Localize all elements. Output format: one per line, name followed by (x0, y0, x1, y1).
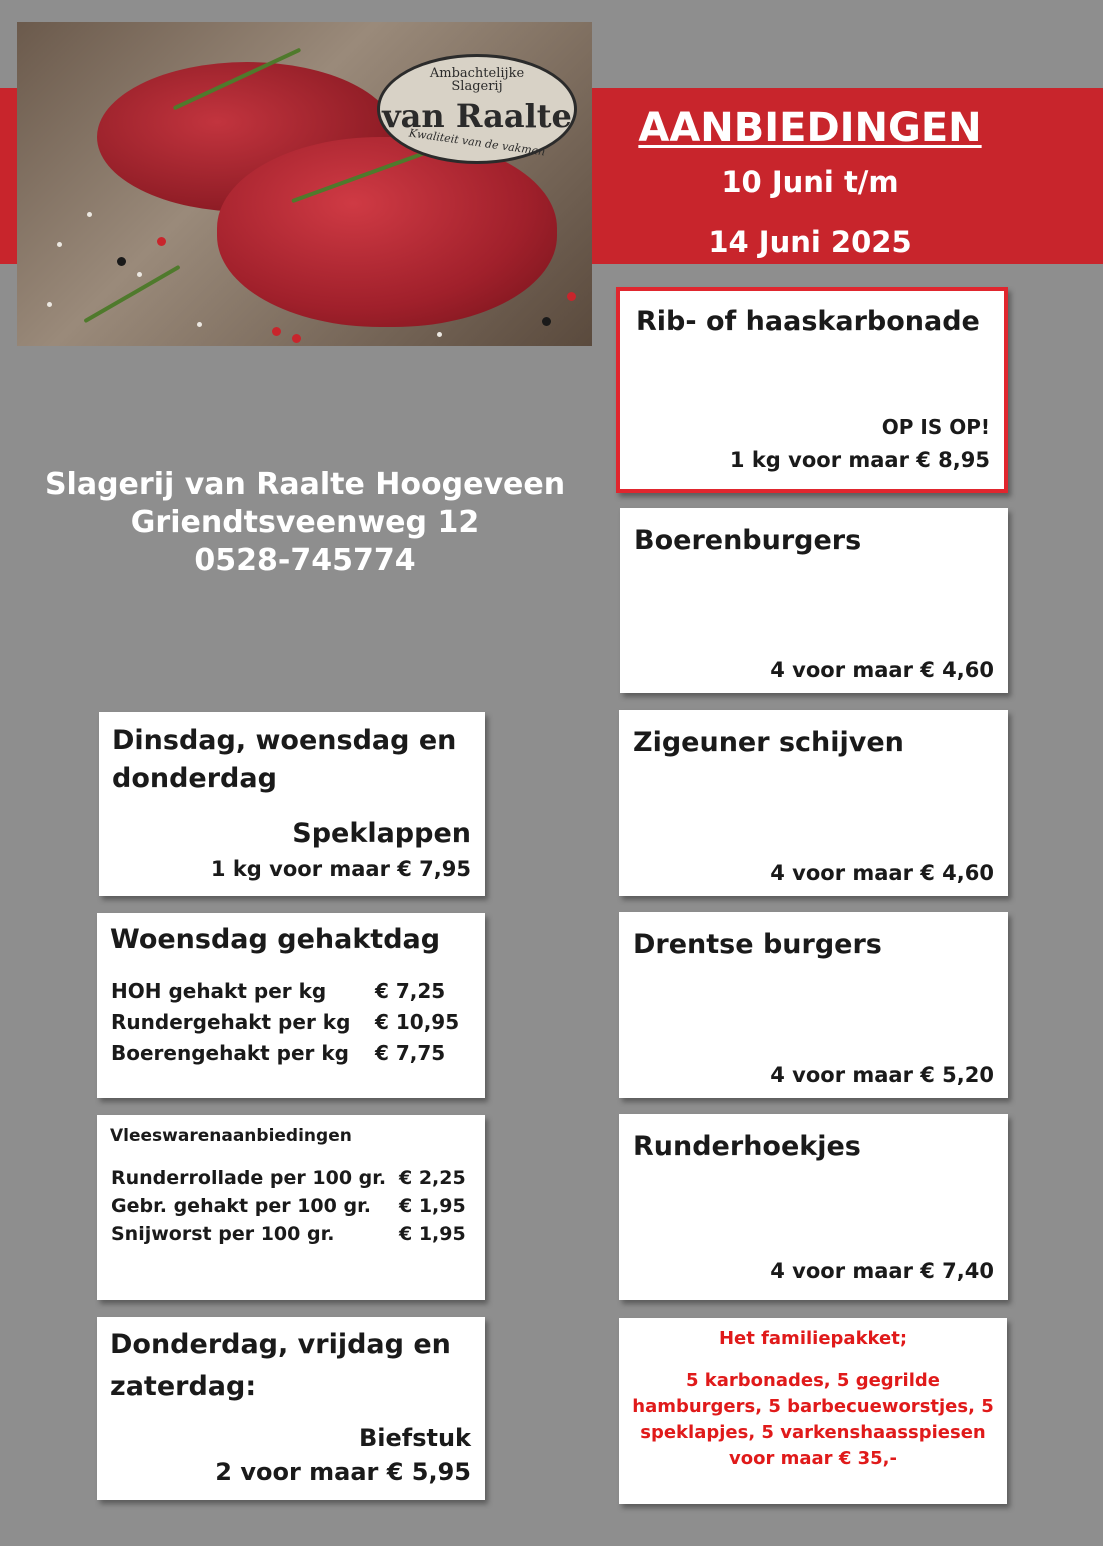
salt-grain (137, 272, 142, 277)
item-price: € 10,95 (375, 1010, 460, 1034)
offer-price: 4 voor maar € 5,20 (770, 1063, 994, 1087)
offer-card-familiepakket (619, 1318, 1007, 1504)
offer-product: Speklappen (292, 818, 471, 849)
item-name: Gebr. gehakt per 100 gr. (111, 1195, 371, 1217)
pepper-corn (157, 237, 166, 246)
offer-card-gehaktdag (97, 913, 485, 1098)
item-price: € 1,95 (399, 1223, 466, 1245)
family-line: speklapjes, 5 varkenshaasspiesen (640, 1422, 986, 1443)
offer-price: 2 voor maar € 5,95 (215, 1458, 471, 1486)
pepper-corn (292, 334, 301, 343)
offer-title-line: Dinsdag, woensdag en (112, 725, 457, 756)
offer-card-drentse (619, 912, 1008, 1098)
item-name: Rundergehakt per kg (111, 1010, 351, 1034)
family-price: voor maar € 35,- (729, 1448, 897, 1469)
offer-price: 1 kg voor maar € 8,95 (729, 448, 990, 472)
price-row (111, 1007, 459, 1037)
offer-card-runderhoekjes (619, 1114, 1008, 1300)
date-range-start: 10 Juni t/m (721, 165, 899, 199)
offer-product: Biefstuk (358, 1424, 471, 1452)
offer-price: 4 voor maar € 4,60 (770, 658, 994, 682)
price-row (111, 1192, 466, 1220)
item-name: Runderrollade per 100 gr. (111, 1167, 387, 1189)
logo-slogan: Kwaliteit van de vakman (408, 126, 547, 159)
salt-grain (87, 212, 92, 217)
offer-title-line: donderdag (112, 763, 277, 794)
offer-price: 4 voor maar € 4,60 (770, 861, 994, 885)
logo-name: van Raalte (382, 97, 572, 135)
item-name: Snijworst per 100 gr. (111, 1223, 335, 1245)
salt-grain (197, 322, 202, 327)
steak-photo (17, 22, 592, 346)
salt-grain (47, 302, 52, 307)
offer-title: Runderhoekjes (633, 1131, 861, 1162)
price-row (111, 1220, 466, 1248)
logo-line2: Slagerij (451, 79, 503, 94)
offer-price: 1 kg voor maar € 7,95 (210, 857, 471, 881)
store-logo (377, 54, 577, 164)
offer-title-line: zaterdag: (110, 1371, 257, 1402)
store-info (30, 466, 580, 580)
item-price: € 7,75 (375, 1041, 446, 1065)
salt-grain (437, 332, 442, 337)
rosemary-sprig (83, 265, 180, 323)
offer-card-karbonade (616, 287, 1008, 493)
offer-card-biefstuk (97, 1317, 485, 1500)
price-row (111, 976, 445, 1006)
item-price: € 7,25 (375, 979, 446, 1003)
family-line: 5 karbonades, 5 gegrilde (686, 1370, 940, 1391)
page-title: AANBIEDINGEN (638, 105, 982, 151)
offer-title: Vleeswarenaanbiedingen (110, 1126, 352, 1146)
item-price: € 1,95 (399, 1195, 466, 1217)
offer-title: Boerenburgers (634, 525, 862, 556)
offer-title: Woensdag gehaktdag (110, 924, 441, 955)
offer-card-vleeswaren (97, 1115, 485, 1300)
offer-price: 4 voor maar € 7,40 (770, 1259, 994, 1283)
store-name: Slagerij van Raalte Hoogeveen (44, 467, 566, 502)
family-line: hamburgers, 5 barbecueworstjes, 5 (632, 1396, 994, 1417)
offer-title: Zigeuner schijven (633, 727, 904, 758)
price-row (111, 1164, 466, 1192)
item-price: € 2,25 (399, 1167, 466, 1189)
offer-title: Drentse burgers (633, 929, 882, 960)
offer-card-boerenburgers (620, 508, 1008, 693)
price-row (111, 1038, 445, 1068)
offer-title: Rib- of haaskarbonade (636, 306, 980, 337)
pepper-corn (272, 327, 281, 336)
offer-note: OP IS OP! (881, 415, 990, 439)
offer-card-zigeuner (619, 710, 1008, 896)
item-name: Boerengehakt per kg (111, 1041, 349, 1065)
pepper-corn (542, 317, 551, 326)
item-name: HOH gehakt per kg (111, 979, 327, 1003)
family-title: Het familiepakket; (718, 1328, 908, 1349)
date-range-end: 14 Juni 2025 (708, 225, 912, 259)
logo-line1: Ambachtelijke (429, 66, 525, 81)
pepper-corn (567, 292, 576, 301)
store-address: Griendtsveenweg 12 (130, 505, 480, 540)
pepper-corn (117, 257, 126, 266)
store-phone: 0528-745774 (194, 543, 416, 578)
salt-grain (57, 242, 62, 247)
offer-card-speklappen (99, 712, 485, 896)
offer-title-line: Donderdag, vrijdag en (110, 1329, 451, 1360)
